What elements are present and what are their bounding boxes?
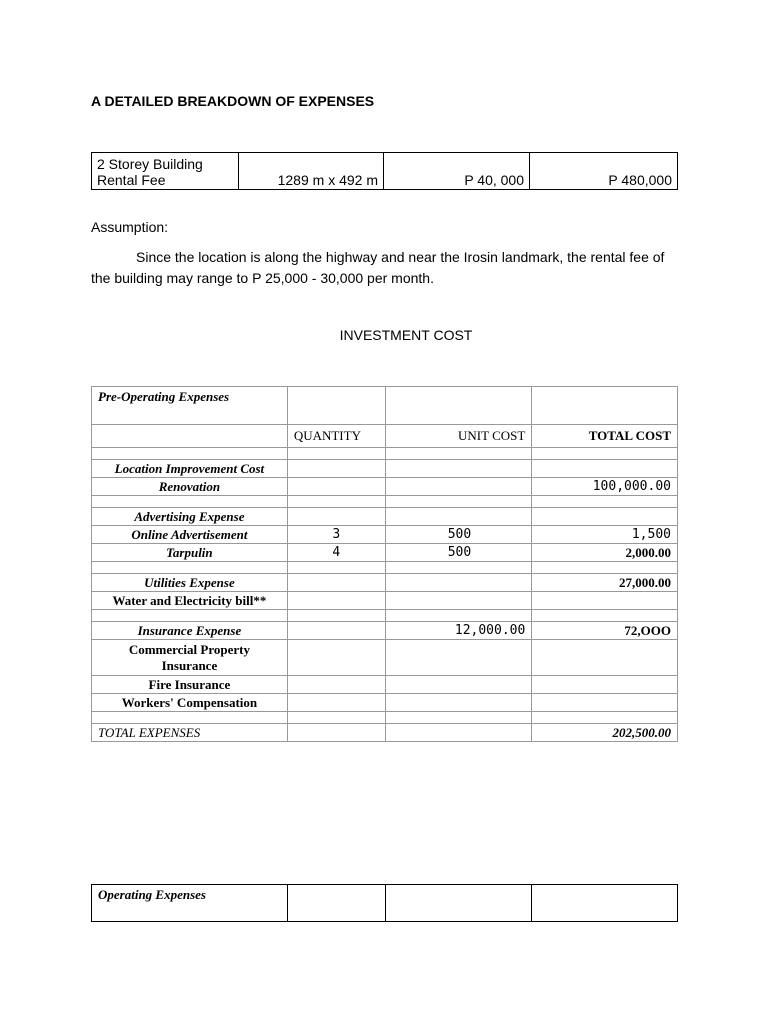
table-row bbox=[92, 694, 678, 712]
table-row bbox=[92, 544, 678, 562]
total-expenses-label: TOTAL EXPENSES bbox=[92, 724, 288, 742]
location-improvement-label: Location Improvement Cost bbox=[92, 460, 288, 478]
table-row bbox=[92, 387, 678, 425]
table-row bbox=[92, 592, 678, 610]
online-ad-unit: 500 bbox=[385, 526, 532, 544]
rental-item-line2: Rental Fee bbox=[97, 172, 166, 188]
insurance-unit: 12,000.00 bbox=[385, 622, 532, 640]
utilities-total: 27,000.00 bbox=[532, 574, 678, 592]
quantity-header: QUANTITY bbox=[287, 425, 385, 448]
rental-total: P 480,000 bbox=[530, 153, 678, 190]
fire-insurance-label: Fire Insurance bbox=[92, 676, 288, 694]
assumption-label: Assumption: bbox=[91, 219, 169, 235]
table-row bbox=[92, 574, 678, 592]
table-row bbox=[92, 496, 678, 508]
table-header-row bbox=[92, 425, 678, 448]
rental-item-line1: 2 Storey Building bbox=[97, 156, 203, 172]
tarpulin-unit: 500 bbox=[385, 544, 532, 562]
rental-item-cell bbox=[92, 153, 239, 190]
rental-monthly: P 40, 000 bbox=[384, 153, 530, 190]
table-row bbox=[92, 153, 678, 190]
operating-title: Operating Expenses bbox=[92, 885, 288, 922]
insurance-label: Insurance Expense bbox=[92, 622, 288, 640]
pre-operating-title: Pre-Operating Expenses bbox=[92, 387, 288, 425]
insurance-total: 72,OOO bbox=[532, 622, 678, 640]
commercial-insurance-line2: Insurance bbox=[161, 657, 218, 673]
table-row bbox=[92, 724, 678, 742]
water-electricity-label: Water and Electricity bill** bbox=[92, 592, 288, 610]
commercial-insurance-line1: Commercial Property bbox=[128, 641, 250, 657]
renovation-total: 100,000.00 bbox=[532, 478, 678, 496]
total-expenses-value: 202,500.00 bbox=[532, 724, 678, 742]
online-ad-label: Online Advertisement bbox=[92, 526, 288, 544]
tarpulin-total: 2,000.00 bbox=[532, 544, 678, 562]
unit-cost-header: UNIT COST bbox=[385, 425, 532, 448]
operating-table bbox=[91, 884, 678, 922]
renovation-label: Renovation bbox=[92, 478, 288, 496]
advertising-label: Advertising Expense bbox=[92, 508, 288, 526]
tarpulin-label: Tarpulin bbox=[92, 544, 288, 562]
table-row bbox=[92, 676, 678, 694]
pre-operating-table bbox=[91, 386, 678, 742]
table-row bbox=[92, 448, 678, 460]
online-ad-qty: 3 bbox=[287, 526, 385, 544]
table-row bbox=[92, 562, 678, 574]
table-row bbox=[92, 508, 678, 526]
table-row bbox=[92, 526, 678, 544]
online-ad-total: 1,500 bbox=[532, 526, 678, 544]
utilities-label: Utilities Expense bbox=[92, 574, 288, 592]
tarpulin-qty: 4 bbox=[287, 544, 385, 562]
table-row bbox=[92, 460, 678, 478]
total-cost-header: TOTAL COST bbox=[532, 425, 678, 448]
table-row bbox=[92, 885, 678, 922]
workers-compensation-label: Workers' Compensation bbox=[92, 694, 288, 712]
table-row bbox=[92, 712, 678, 724]
investment-cost-title: INVESTMENT COST bbox=[339, 327, 473, 343]
table-row bbox=[92, 622, 678, 640]
table-row bbox=[92, 478, 678, 496]
rental-table bbox=[91, 152, 678, 190]
rental-dimensions: 1289 m x 492 m bbox=[239, 153, 384, 190]
table-row bbox=[92, 610, 678, 622]
page-heading: A DETAILED BREAKDOWN OF EXPENSES bbox=[91, 93, 375, 109]
commercial-insurance-cell bbox=[92, 640, 288, 676]
assumption-text: Since the location is along the highway and near the Irosin landmark, the rental fee of the building may range to P 25,000 - 30,000 per month. bbox=[91, 249, 665, 286]
table-row bbox=[92, 640, 678, 676]
